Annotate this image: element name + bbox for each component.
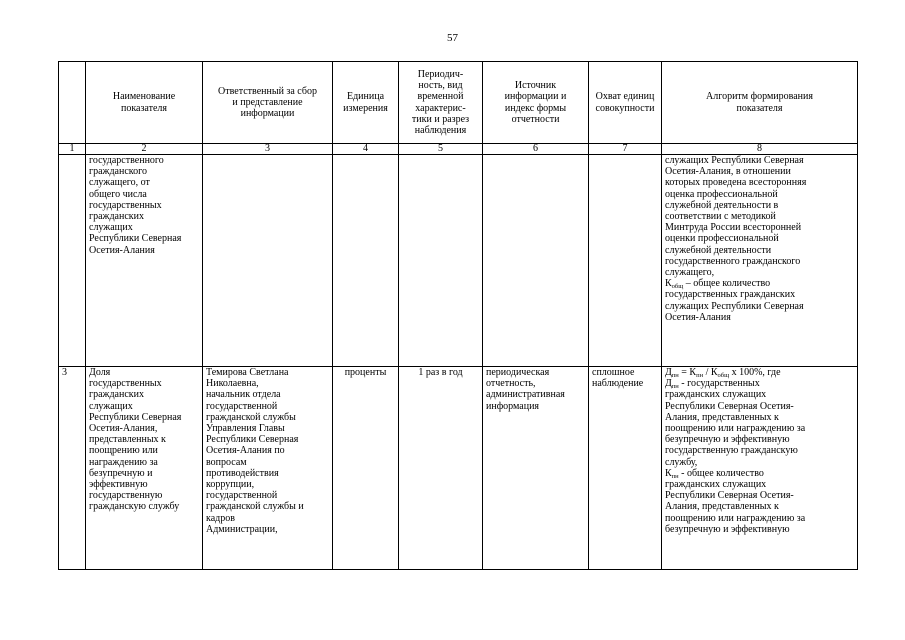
algorithm-line: государственного гражданского — [665, 255, 801, 267]
algorithm-line: служащих Республики Северная — [665, 155, 804, 166]
algorithm-line: служебной деятельности — [665, 244, 772, 256]
algorithm-line: Минтруда России всесторонней — [665, 222, 802, 234]
variable-k-total: К — [665, 278, 672, 290]
indicator-name-cell: Доля государственных гражданских служащих Республики Северная Осетия-Алания, представленных к поощрению или награждению за безупречную и эффективную государственную гражданскую службу — [86, 367, 203, 570]
column-number-row — [59, 144, 858, 155]
variable-k: К — [665, 467, 672, 479]
col-number: 1 — [59, 144, 86, 155]
algorithm-text: – общее количество государственных гражданских служащих Республики Северная Осетия-Алания — [665, 278, 804, 323]
col-header-coverage: Охват единиц совокупности — [589, 62, 662, 144]
algorithm-line: служащего, — [665, 267, 715, 279]
algorithm-line: соответствии с методикой — [665, 211, 776, 223]
col-number: 5 — [399, 144, 483, 155]
periodicity-cell: 1 раз в год — [399, 367, 483, 570]
row-number-cell: 3 — [59, 367, 86, 570]
unit-cell — [333, 155, 399, 367]
responsible-cell: Темирова Светлана Николаевна, начальник отдела государственной гражданской службы Управления Главы Республики Северная Осетия-Алания по вопросам противодействия коррупции, государственной гражданской службы и кадров Администрации, — [203, 367, 333, 570]
col-number: 3 — [203, 144, 333, 155]
variable-subscript: пн — [671, 383, 679, 391]
table-row — [59, 155, 858, 367]
coverage-cell: сплошное наблюдение — [589, 367, 662, 570]
formula: $Д_{пн} = К_{пн} / К_{общ}$ х 100%, где — [665, 367, 781, 379]
col-header-source: Источник информации и индекс формы отчетности — [483, 62, 589, 144]
col-number: 7 — [589, 144, 662, 155]
row-number-cell — [59, 155, 86, 367]
algorithm-line: служебной деятельности в — [665, 199, 779, 211]
variable-d: Д — [665, 378, 672, 390]
source-cell — [483, 155, 589, 367]
algorithm-line: Осетия-Алания, в отношении — [665, 166, 791, 178]
unit-cell: проценты — [333, 367, 399, 570]
algorithm-text: - общее количество гражданских служащих Республики Северная Осетия- Алания, представленных к поощрению или награждению за безупречную и эффективную — [665, 467, 806, 535]
variable-subscript: общ — [671, 283, 684, 291]
source-cell: периодическая отчетность, административная информация — [483, 367, 589, 570]
col-header-1 — [59, 62, 86, 144]
col-header-unit: Единица измерения — [333, 62, 399, 144]
col-number: 4 — [333, 144, 399, 155]
header-row — [59, 62, 858, 144]
indicator-name-cell: государственного гражданского служащего, от общего числа государственных гражданских служащих Республики Северная Осетия-Алания — [86, 155, 203, 367]
algorithm-line: оценка профессиональной — [665, 188, 778, 200]
table-row — [59, 367, 858, 570]
algorithm-text: - государственных гражданских служащих Республики Северная Осетия- Алания, представленных к поощрению или награждению за безупречную и эффективную государственную гражданскую службу, — [665, 378, 806, 468]
periodicity-cell — [399, 155, 483, 367]
variable-subscript: пн — [671, 472, 679, 480]
col-header-algorithm: Алгоритм формирования показателя — [662, 62, 858, 144]
algorithm-line: оценки профессиональной — [665, 233, 779, 245]
algorithm-cell — [662, 367, 858, 570]
col-number: 2 — [86, 144, 203, 155]
page-number: 57 — [447, 32, 458, 44]
col-number: 6 — [483, 144, 589, 155]
indicator-table — [58, 61, 858, 570]
algorithm-line: которых проведена всесторонняя — [665, 177, 807, 189]
algorithm-cell — [662, 155, 858, 367]
col-number: 8 — [662, 144, 858, 155]
col-header-responsible: Ответственный за сбор и представление информации — [203, 62, 333, 144]
responsible-cell — [203, 155, 333, 367]
coverage-cell — [589, 155, 662, 367]
col-header-periodicity: Периодич- ность, вид временной характерис- тики и разрез наблюдения — [399, 62, 483, 144]
col-header-indicator-name: Наименование показателя — [86, 62, 203, 144]
